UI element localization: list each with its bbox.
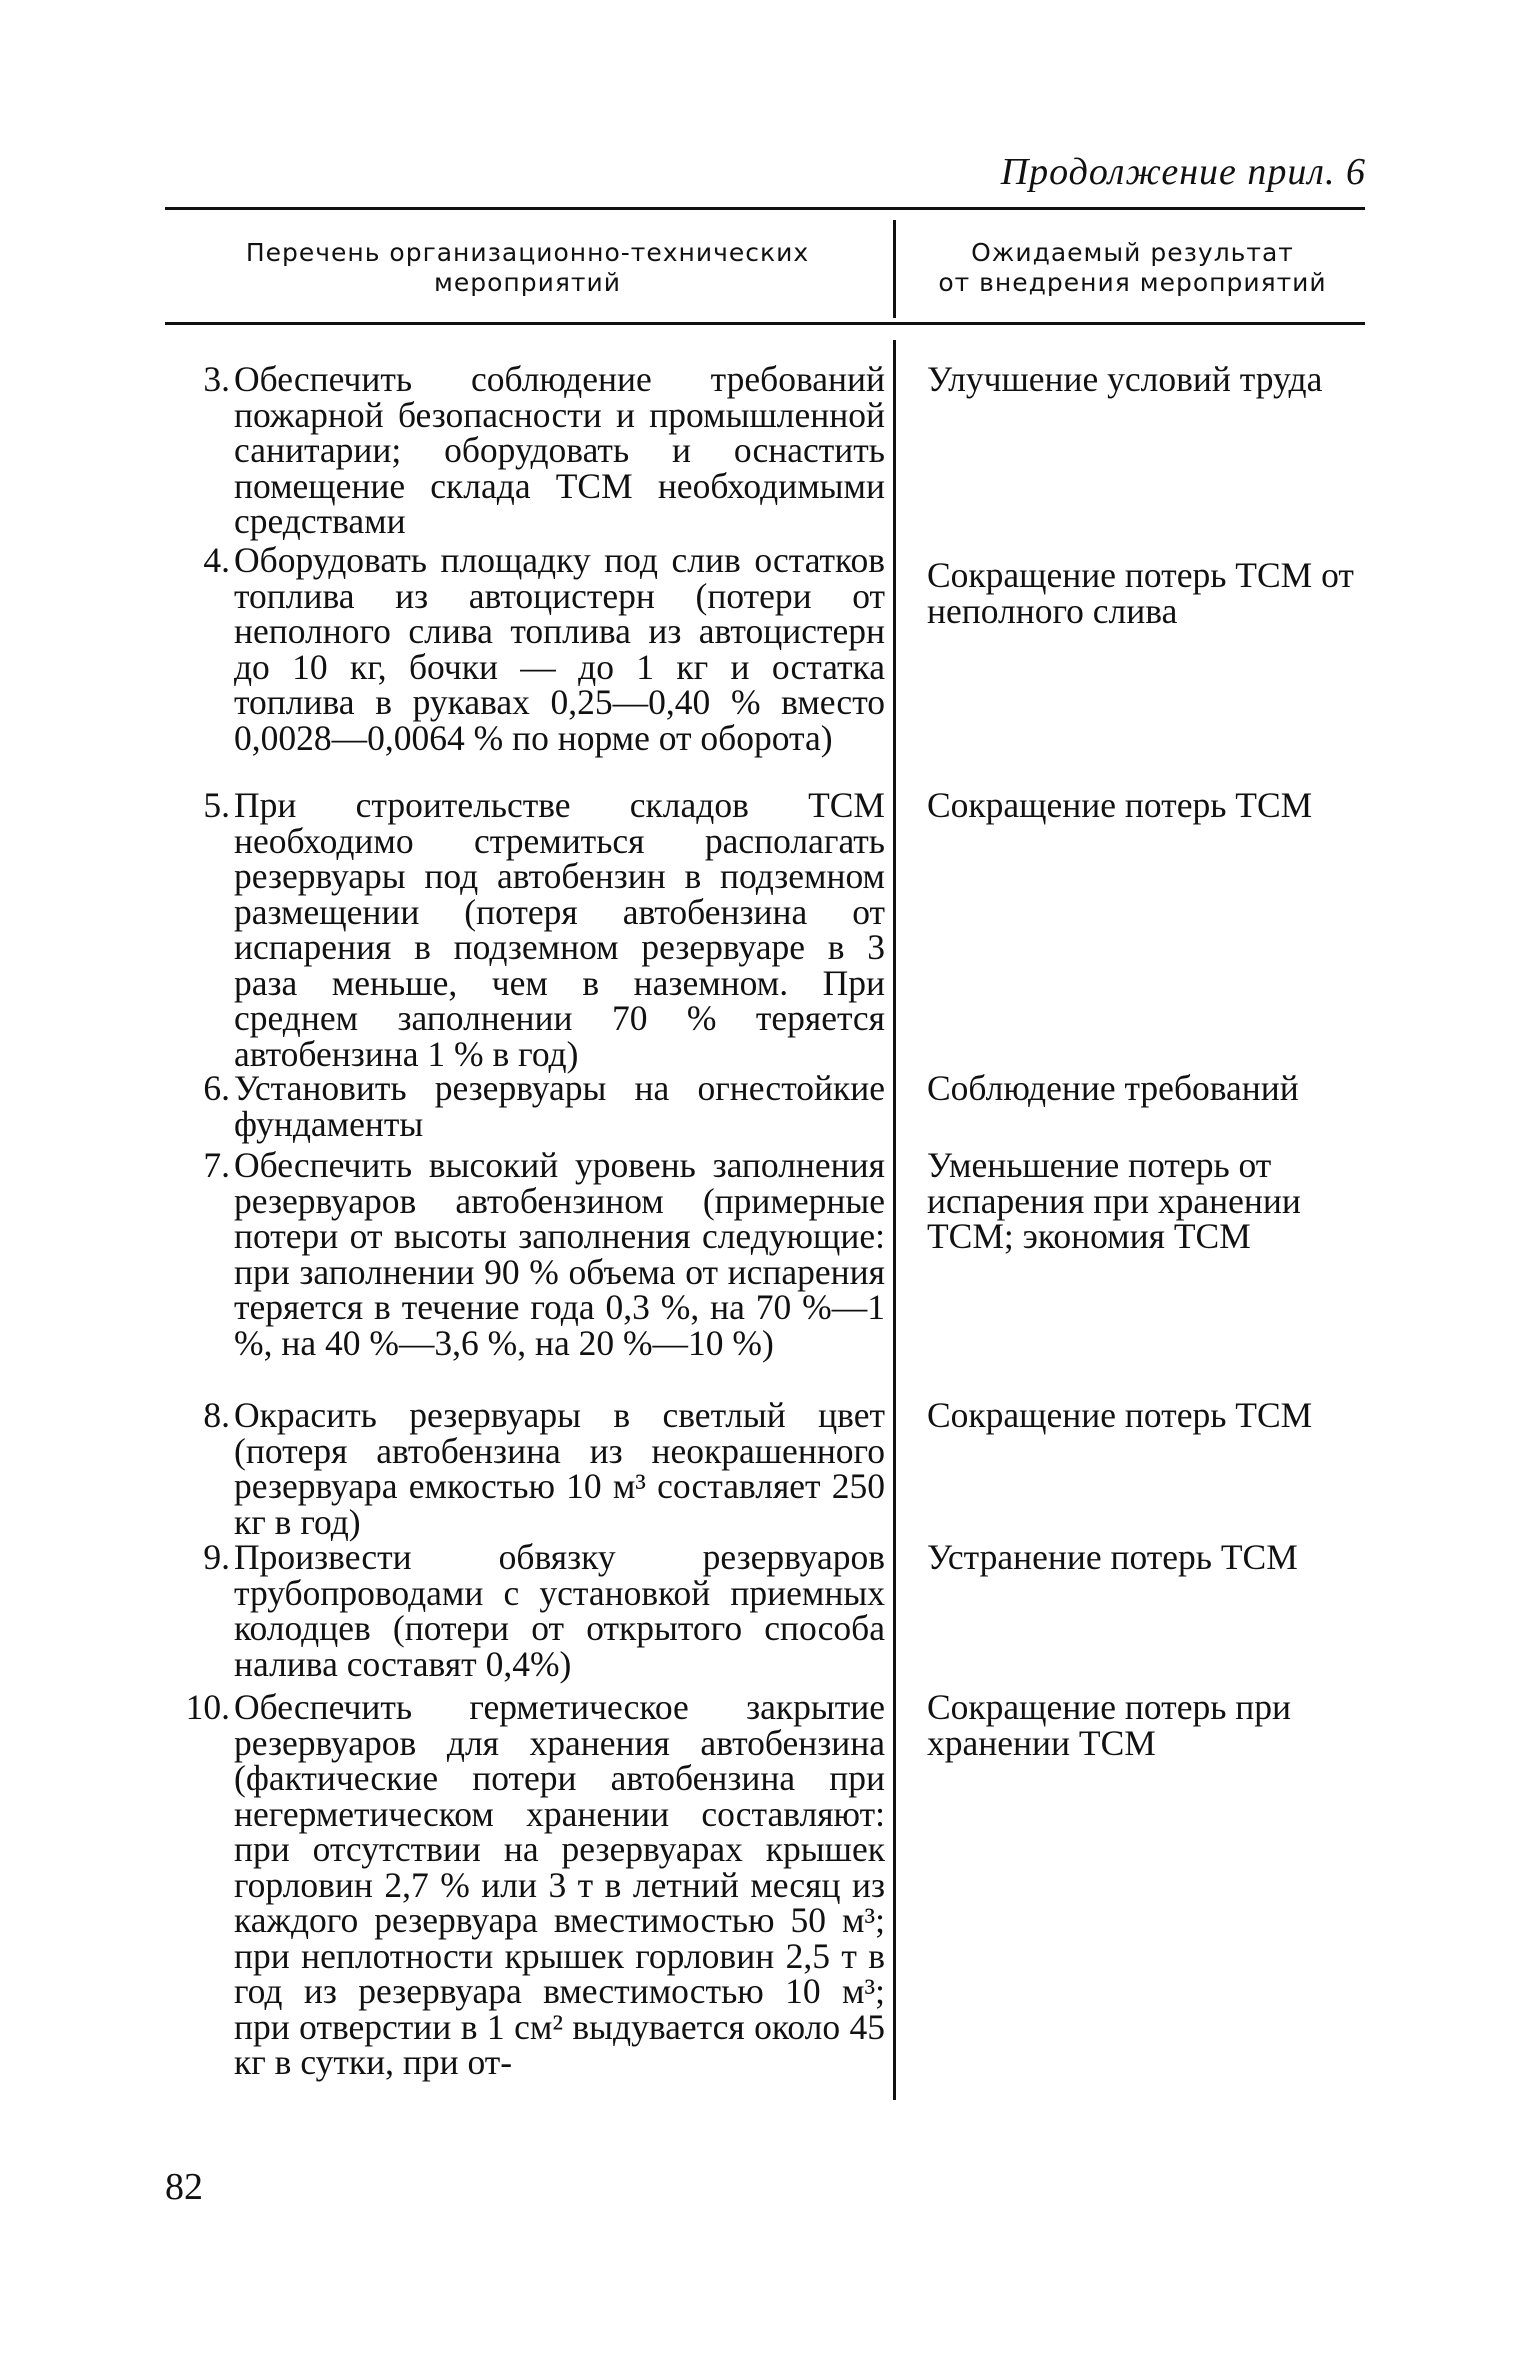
table-top-rule <box>165 207 1365 210</box>
item-result: Устранение потерь ТСМ <box>927 1537 1298 1577</box>
column-header-right: Ожидаемый результат от внедрения мероприятий <box>938 238 1327 297</box>
item-number: 5. <box>203 785 230 825</box>
item-text: Окрасить резервуары в светлый цвет (потеря автобензина из неокрашенного резервуара емкостью 10 м³ составляет 250 кг в год) <box>234 1395 885 1542</box>
item-result: Сокращение потерь ТСМ <box>927 785 1313 825</box>
item-number: 7. <box>203 1145 230 1185</box>
item-result: Улучшение условий труда <box>927 359 1323 399</box>
item-text: Обеспечить высокий уровень заполнения резервуаров автобензином (примерные потери от высоты заполнения следующие: при заполнении 90 % объема от испарения теряется в течение года 0,3 %, на 70 %—1 %, на 40 %—3,6 %, на 20 %—10 %) <box>234 1145 885 1363</box>
item-text: Произвести обвязку резервуаров трубопроводами с установкой приемных колодцев (потери от открытого способа налива составят 0,4%) <box>234 1537 885 1684</box>
item-result: Соблюдение требований <box>927 1068 1299 1108</box>
item-number: 10. <box>185 1687 230 1727</box>
item-number: 4. <box>203 540 230 580</box>
item-number: 3. <box>203 359 230 399</box>
column-header-divider <box>893 220 896 318</box>
column-body-divider <box>893 340 896 2100</box>
continuation-label: Продолжение прил. 6 <box>1000 151 1366 193</box>
item-text: Обеспечить соблюдение требований пожарной безопасности и промышленной санитарии; оборудовать и оснастить помещение склада ТСМ необходимыми средствами <box>234 359 885 541</box>
item-text: Обеспечить герметическое закрытие резервуаров для хранения автобензина (фактические потери автобензина при негерметическом хранении составляют: при отсутствии на резервуарах крышек горловин 2,7 % или 3 т в летний месяц из каждого резервуара вместимостью 50 м³; при неплотности крышек горловин 2,5 т в год из резервуара вместимостью 10 м³; при отверстии в 1 см² выдувается около 45 кг в сутки, при от- <box>234 1687 885 2082</box>
item-text: Оборудовать площадку под слив остатков топлива из автоцистерн (потери от неполного слива топлива из автоцистерн до 10 кг, бочки — до 1 кг и остатка топлива в рукавах 0,25—0,40 % вместо 0,0028—0,0064 % по норме от оборота) <box>234 540 885 758</box>
table-header-rule <box>165 322 1365 325</box>
page-number: 82 <box>165 2166 203 2208</box>
item-result: Сокращение потерь ТСМ от неполного слива <box>927 555 1354 631</box>
item-result: Уменьшение потерь от испарения при хранении ТСМ; экономия ТСМ <box>927 1145 1301 1256</box>
item-result: Сокращение потерь ТСМ <box>927 1395 1313 1435</box>
item-text: При строительстве складов ТСМ необходимо стремиться располагать резервуары под автобензин в подземном размещении (потеря автобензина от испарения в подземном резервуаре в 3 раза меньше, чем в наземном. При среднем заполнении 70 % теряется автобензина 1 % в год) <box>234 785 885 1074</box>
item-number: 6. <box>203 1068 230 1108</box>
item-text: Установить резервуары на огнестойкие фундаменты <box>234 1068 885 1144</box>
item-number: 8. <box>203 1395 230 1435</box>
item-result: Сокращение потерь при хранении ТСМ <box>927 1687 1292 1763</box>
column-header-left: Перечень организационно-технических мероприятий <box>245 238 810 297</box>
item-number: 9. <box>203 1537 230 1577</box>
